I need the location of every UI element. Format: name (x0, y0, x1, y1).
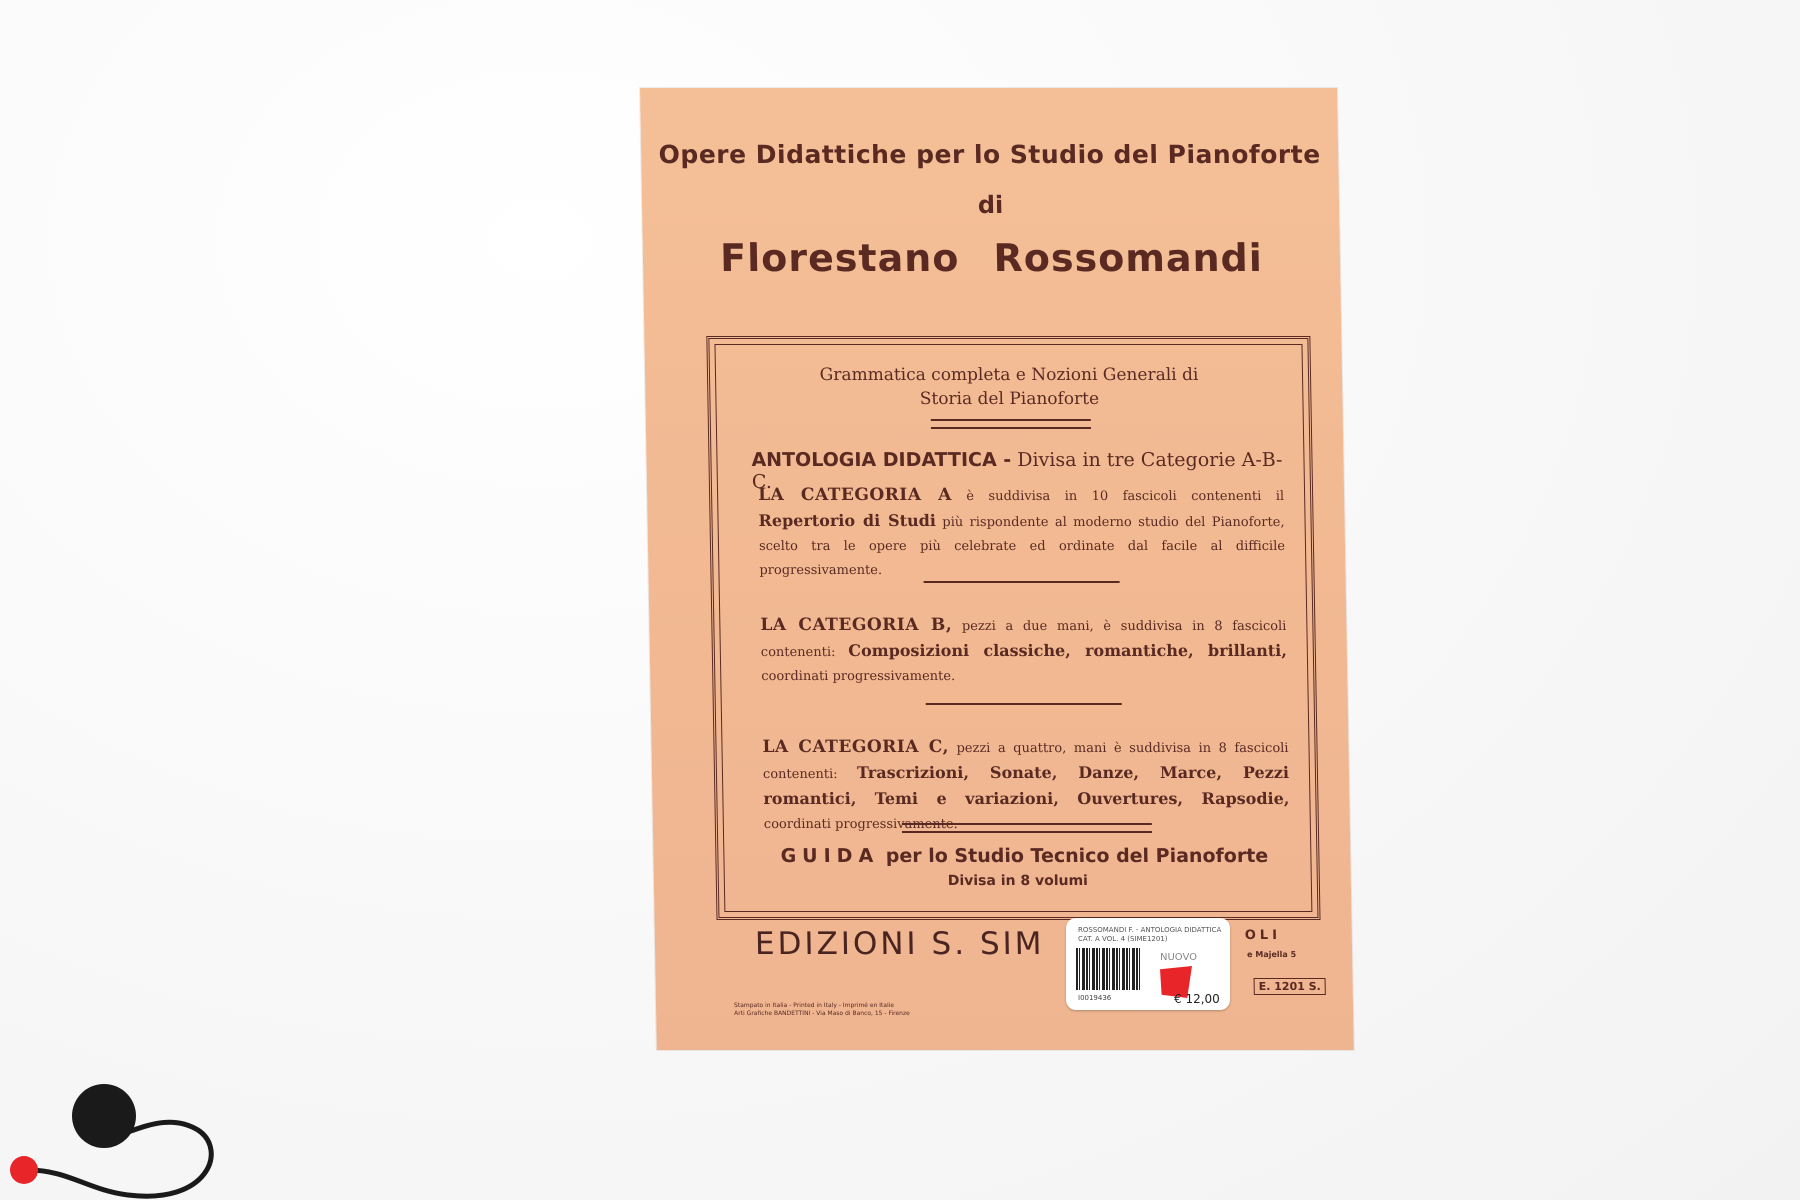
publisher-name: EDIZIONI S. SIM (754, 926, 1045, 962)
antologia-rest: Divisa in tre Categorie A-B-C. (751, 449, 1283, 493)
contents-frame (706, 336, 1320, 920)
catalog-code: E. 1201 S. (1254, 978, 1326, 995)
cover-di: di (977, 191, 1004, 219)
shop-logo-icon (8, 1080, 238, 1200)
grammatica-heading (720, 363, 1299, 411)
divider-double-2 (902, 823, 1152, 833)
category-a-lead: LA CATEGORIA A (757, 485, 953, 505)
antologia-bold: ANTOLOGIA DIDATTICA - (751, 449, 1012, 471)
music-book-back-cover (640, 88, 1354, 1050)
price-sticker-condition: NUOVO (1160, 952, 1198, 963)
category-b-lead: LA CATEGORIA B, (760, 615, 953, 635)
price-value: € 12,00 (1174, 992, 1220, 1006)
guida-rest: per lo Studio Tecnico del Pianoforte (878, 845, 1269, 867)
cover-author: Florestano Rossomandi (719, 236, 1264, 280)
divider-1 (924, 581, 1120, 583)
cover-title: Opere Didattiche per lo Studio del Pianoforte (658, 140, 1321, 169)
printer-credit: Stampato in Italia - Printed in Italy - Imprimé en Italie Arti Grafiche BANDETTINI - Via Maso di Banco, 15 - Firenze (733, 1002, 910, 1017)
grammatica-line-2: Storia del Pianoforte (919, 389, 1100, 409)
category-c-lead: LA CATEGORIA C, (762, 737, 950, 757)
publisher-city: OLI (1244, 928, 1282, 943)
guida-volumes: Divisa in 8 volumi (947, 873, 1089, 889)
price-sticker (1066, 918, 1230, 1010)
publisher-address: e Majella 5 (1247, 950, 1297, 959)
guida-heading (758, 845, 1290, 867)
category-b-paragraph: LA CATEGORIA B, pezzi a due mani, è suddivisa in 8 fascicoli contenenti: Composizioni classiche, romantiche, brillanti, coordinati progressivamente. (760, 615, 1287, 684)
guida-spaced: GUIDA (780, 845, 880, 867)
divider-2 (926, 703, 1122, 705)
category-c-paragraph: LA CATEGORIA C, pezzi a quattro, mani è suddivisa in 8 fascicoli contenenti: Trascrizioni, Sonate, Danze, Marce, Pezzi romantici, Temi e variazioni, Ouvertures, Rapsodie, coordinati progressivamente. (762, 737, 1290, 832)
grammatica-line-1: Grammatica completa e Nozioni Generali di (819, 365, 1199, 385)
barcode-icon (1076, 948, 1140, 990)
price-sticker-code: I0019436 (1078, 994, 1112, 1002)
divider-double-1 (931, 419, 1091, 429)
price-sticker-description: ROSSOMANDI F. - ANTOLOGIA DIDATTICA CAT. A VOL. 4 (SIME1201) (1078, 926, 1222, 943)
category-a-paragraph: LA CATEGORIA A è suddivisa in 10 fascicoli contenenti il Repertorio di Studi più rispondente al moderno studio del Pianoforte, scelto tra le opere più celebrate ed ordinate dal facile al difficile progressivamente. (757, 485, 1286, 578)
